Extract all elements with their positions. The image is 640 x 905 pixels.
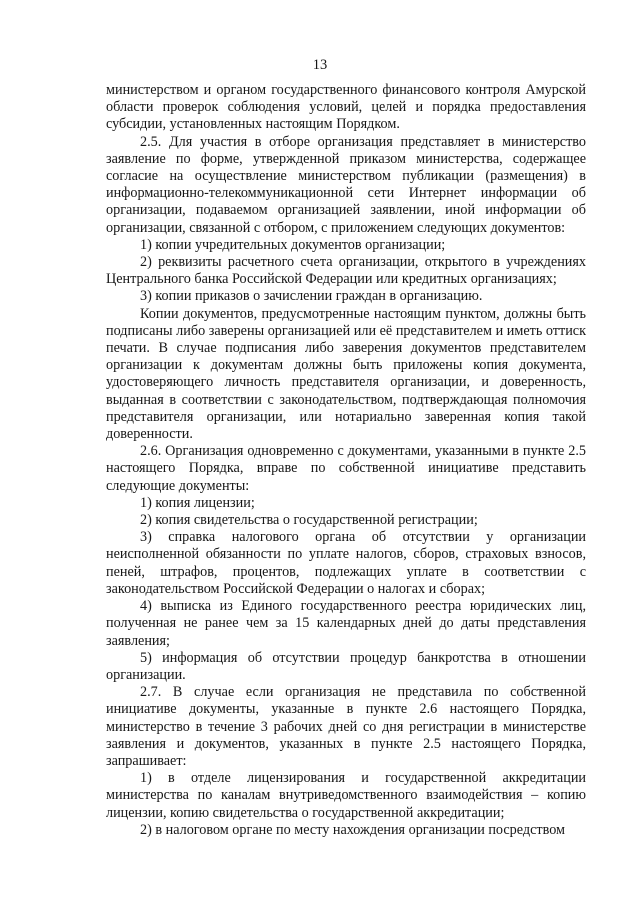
paragraph-copies-requirements: Копии документов, предусмотренные настоящим пунктом, должны быть подписаны либо заверены организацией или её представителем и иметь оттиск печати. В случае подписания либо заверения документов представителем организации к документам должны быть приложены копия документа, удостоверяющего личность представителя организации, и доверенность, выданная в соответствии с законодательством, подтверждающая полномочия представителя организации, или нотариально заверенная копия такой доверенности. [106, 305, 586, 443]
list-item-2-6-1: 1) копия лицензии; [140, 494, 255, 511]
paragraph-2-6: 2.6. Организация одновременно с документами, указанными в пункте 2.5 настоящего Порядка, вправе по собственной инициативе представить следующие документы: [106, 443, 586, 494]
list-item-2-7-1: 1) в отделе лицензирования и государственной аккредитации министерства по каналам внутриведомственного взаимодействия – копию лицензии, копию свидетельства о государственной аккредитации; [106, 770, 586, 821]
page-number: 13 [312, 57, 328, 73]
paragraph-continuation: министерством и органом государственного финансового контроля Амурской области проверок соблюдения условий, целей и порядка предоставления субсидии, установленных настоящим Порядком. [106, 82, 586, 133]
list-item-2-6-3: 3) справка налогового органа об отсутствии у организации неисполненной обязанности по уплате налогов, сборов, страховых взносов, пеней, штрафов, процентов, подлежащих уплате в соответствии с законодательством Российской Федерации о налогах и сборах; [106, 529, 586, 597]
list-item-2-5-3: 3) копии приказов о зачислении граждан в организацию. [140, 288, 483, 305]
list-item-2-6-4: 4) выписка из Единого государственного реестра юридических лиц, полученная не ранее чем за 15 календарных дней до даты представления заявления; [106, 598, 586, 649]
list-item-2-5-1: 1) копии учредительных документов организации; [140, 236, 446, 253]
list-item-2-7-2: 2) в налоговом органе по месту нахождения организации посредством [140, 821, 565, 838]
list-item-2-6-5: 5) информация об отсутствии процедур банкротства в отношении организации. [106, 649, 586, 683]
list-item-2-5-2: 2) реквизиты расчетного счета организации, открытого в учреждениях Центрального банка Российской Федерации или кредитных организациях; [106, 254, 586, 288]
paragraph-2-7: 2.7. В случае если организация не представила по собственной инициативе документы, указанные в пункте 2.6 настоящего Порядка, министерство в течение 3 рабочих дней со дня регистрации в министерстве заявления и документов, указанных в пункте 2.5 настоящего Порядка, запрашивает: [106, 684, 586, 769]
document-body [106, 82, 586, 839]
paragraph-2-5: 2.5. Для участия в отборе организация представляет в министерство заявление по форме, утвержденной приказом министерства, содержащее согласие на осуществление министерством публикации (размещения) в информационно-телекоммуникационной сети Интернет информации об организации, подаваемом организацией заявлении, иной информации об организации, связанной с отбором, с приложением следующих документов: [106, 133, 586, 236]
list-item-2-6-2: 2) копия свидетельства о государственной регистрации; [140, 512, 478, 529]
